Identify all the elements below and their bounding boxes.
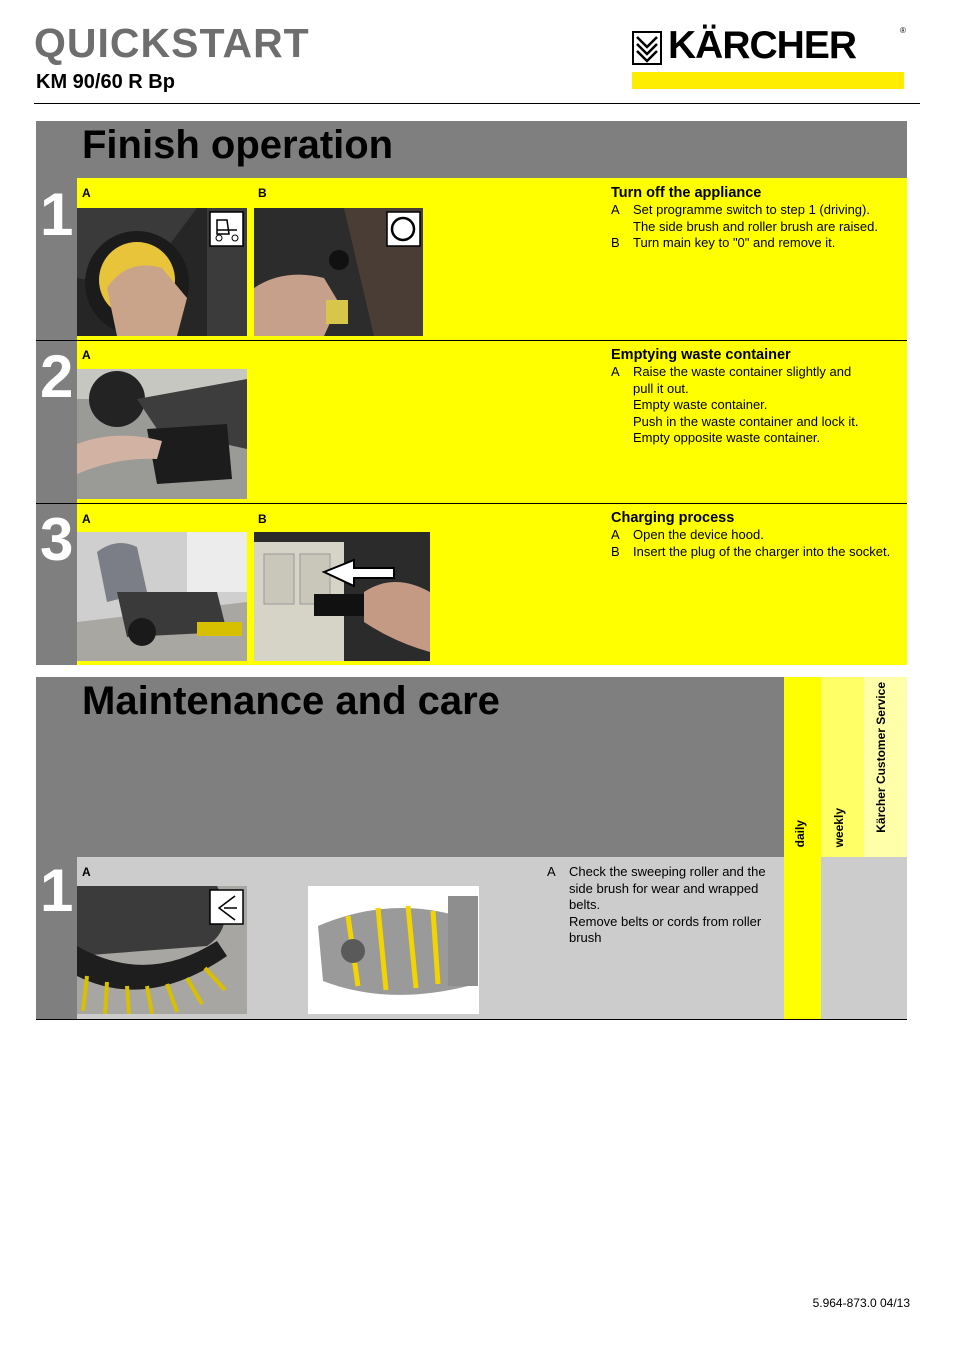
step-3-instructions (611, 510, 907, 560)
item-key: A (611, 364, 620, 379)
logo-emblem-icon (632, 31, 662, 65)
item-key: A (611, 527, 620, 542)
finish-section-title: Finish operation (82, 123, 394, 167)
item-text: Set programme switch to step 1 (driving). (633, 202, 870, 217)
item-text: brush (569, 930, 602, 945)
item-key (611, 414, 633, 431)
figure-label: A (82, 512, 91, 526)
photo-main-key (254, 208, 423, 336)
item-text: Check the sweeping roller and the (569, 864, 766, 879)
maintenance-section-title: Maintenance and care (82, 679, 500, 723)
section-bottom-rule (36, 1019, 907, 1020)
item-text: Remove belts or cords from roller (569, 913, 762, 929)
item-text: The side brush and roller brush are raised. (633, 218, 878, 234)
column-daily (784, 677, 821, 1019)
karcher-logo (632, 24, 908, 90)
item-text: Empty waste container. (633, 397, 768, 412)
item-key (547, 930, 569, 947)
item-key (611, 397, 633, 414)
step-2-instructions (611, 347, 907, 447)
photo-waste-container (77, 369, 247, 499)
photo-programme-switch (77, 208, 247, 336)
step-1-instructions (611, 185, 907, 252)
header-divider (34, 103, 920, 104)
item-text: side brush for wear and wrapped (569, 880, 759, 896)
item-text: belts. (569, 897, 601, 912)
figure-label: B (258, 512, 267, 526)
figure-label: A (82, 186, 91, 200)
item-key (547, 897, 569, 914)
figure-label: A (82, 865, 91, 879)
registered-mark: ® (900, 26, 906, 35)
column-header-weekly: weekly (832, 808, 846, 848)
item-text: Raise the waste container slightly and (633, 364, 852, 379)
item-key: B (611, 543, 620, 559)
item-text: pull it out. (633, 380, 689, 396)
step-heading: Turn off the appliance (611, 185, 762, 201)
item-text: Push in the waste container and lock it. (633, 413, 859, 429)
item-key: A (611, 202, 620, 217)
document-number: 5.964-873.0 04/13 (812, 1296, 910, 1310)
step-number: 3 (40, 506, 74, 573)
logo-yellow-bar (632, 72, 904, 89)
photo-device-hood (77, 532, 247, 661)
step-number: 1 (40, 857, 74, 924)
column-header-customer-service: Kärcher Customer Service (874, 682, 888, 833)
item-key (611, 430, 633, 447)
item-key (611, 381, 633, 398)
item-key (547, 914, 569, 931)
step-number: 1 (40, 181, 74, 248)
figure-label: A (82, 348, 91, 362)
item-key: A (547, 864, 556, 879)
step-heading: Charging process (611, 510, 735, 526)
photo-side-brush (77, 886, 247, 1014)
item-text: Turn main key to "0" and remove it. (633, 235, 836, 250)
item-text: Insert the plug of the charger into the socket. (633, 543, 891, 559)
item-text: Open the device hood. (633, 527, 764, 542)
item-key (547, 881, 569, 898)
page-title: QUICKSTART (34, 20, 310, 66)
photo-sweeping-roller (308, 886, 479, 1014)
step-number: 2 (40, 343, 74, 410)
maintenance-step-1-extra (821, 857, 907, 1019)
item-key (611, 219, 633, 236)
column-header-daily: daily (793, 820, 807, 848)
figure-label: B (258, 186, 267, 200)
maintenance-step-1-instructions (547, 864, 779, 947)
logo-wordmark: KÄRCHER (668, 24, 856, 67)
model-name: KM 90/60 R Bp (36, 71, 175, 93)
item-text: Empty opposite waste container. (633, 430, 821, 445)
photo-charger-plug (254, 532, 430, 661)
step-heading: Emptying waste container (611, 347, 791, 363)
finish-step-column (36, 178, 77, 665)
item-key: B (611, 235, 620, 250)
